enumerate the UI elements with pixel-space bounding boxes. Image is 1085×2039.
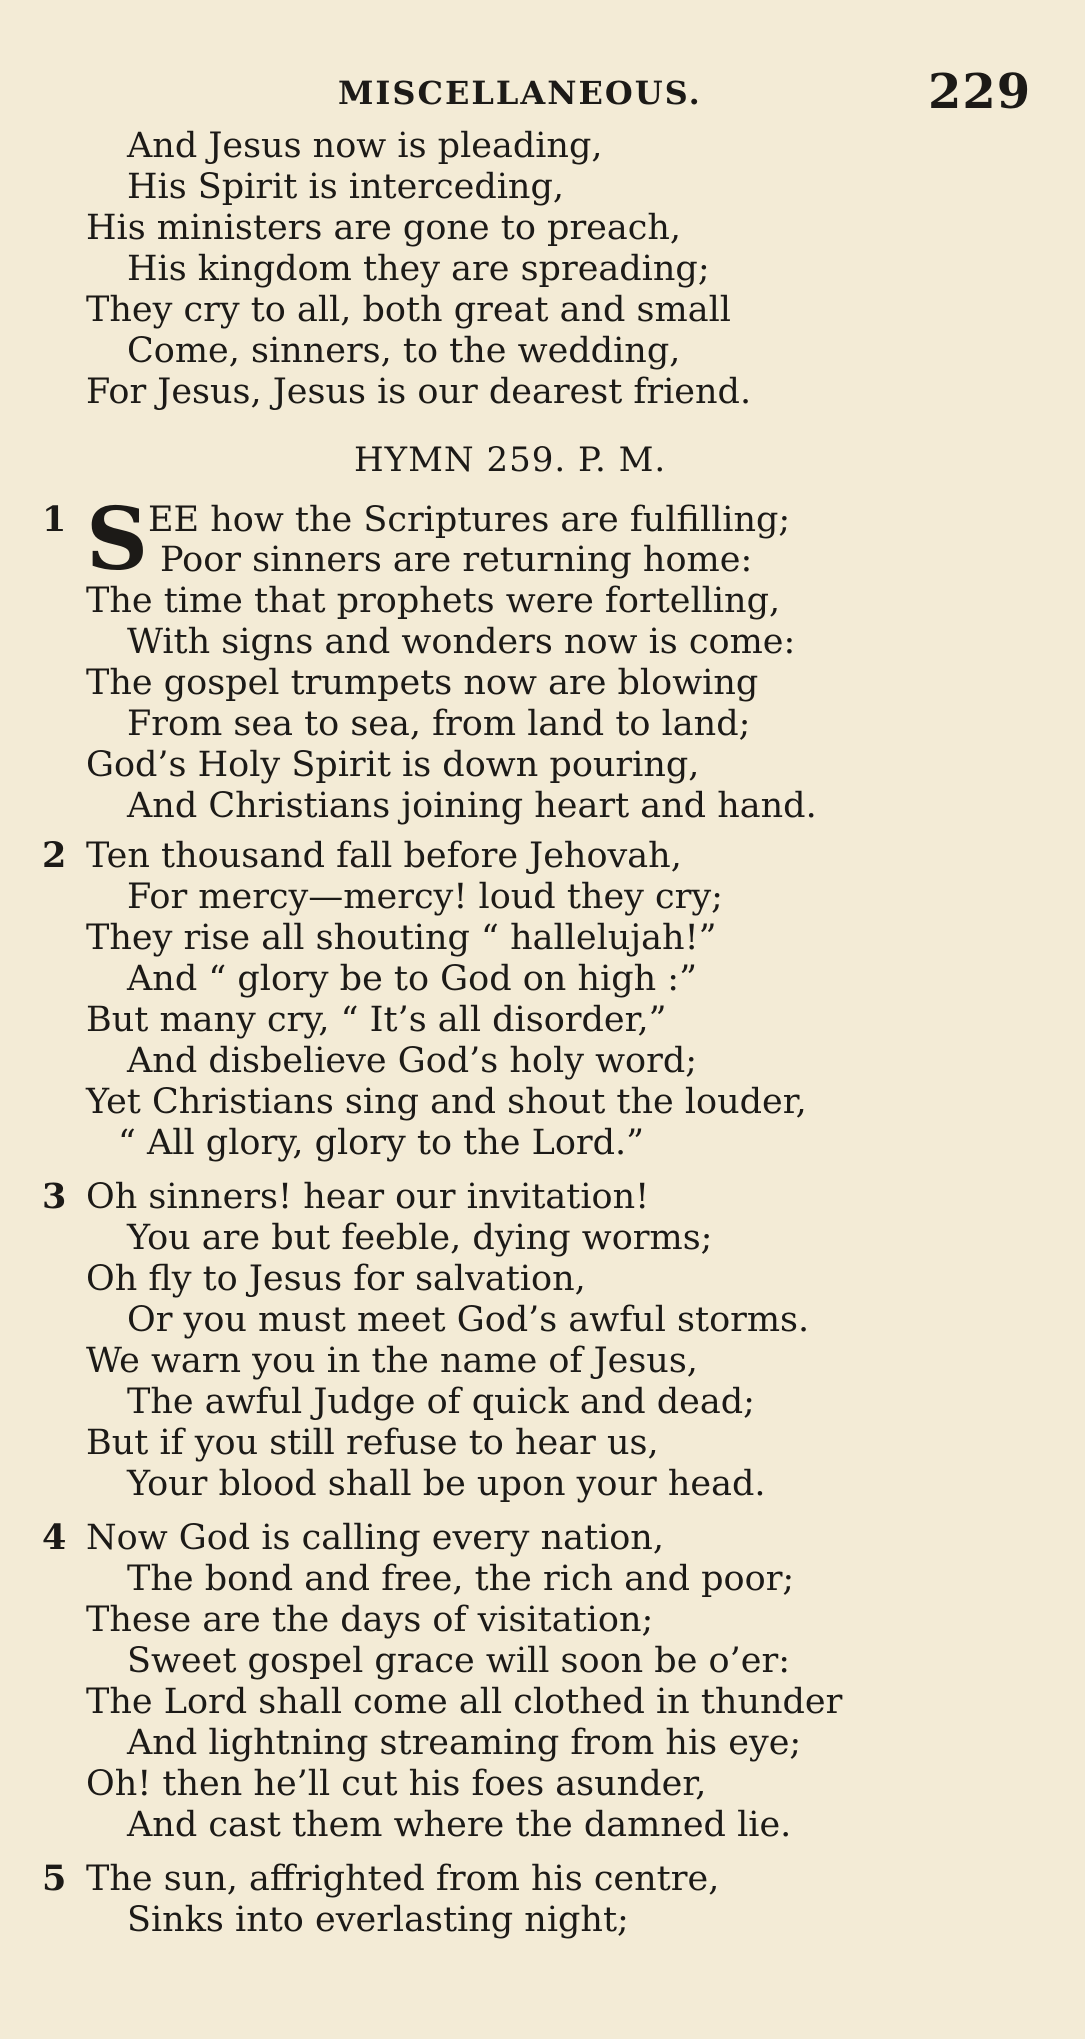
verse-line: And “ glory be to God on high :” [127,959,697,999]
verse-number: 4 [42,1517,67,1558]
verse-line: The bond and free, the rich and poor; [127,1559,795,1599]
page-header [0,64,1085,124]
verse-number: 3 [42,1176,67,1217]
verse-line: Sweet gospel grace will soon be o’er: [127,1641,790,1681]
verse-line: The Lord shall come all clothed in thunder [86,1682,843,1722]
verse-line: And disbelieve God’s holy word; [127,1041,698,1081]
verse-line: The time that prophets were fortelling, [86,581,781,621]
hymn-title: HYMN 259. P. M. [354,440,667,480]
verse-line: And Christians joining heart and hand. [127,786,817,826]
verse-line: The sun, affrighted from his centre, [86,1859,720,1899]
verse-line: With signs and wonders now is come: [127,622,796,662]
verse-line: Oh! then he’ll cut his foes asunder, [86,1764,707,1804]
verse-line: You are but feeble, dying worms; [127,1218,713,1258]
verse-number: 1 [42,499,67,540]
verse-line: The awful Judge of quick and dead; [127,1382,755,1422]
verse-line: God’s Holy Spirit is down pouring, [86,745,700,785]
page-number: 229 [928,64,1032,120]
verse-line: Sinks into everlasting night; [127,1900,629,1940]
verse-line: Ten thousand fall before Jehovah, [86,836,682,876]
verse-line: And Jesus now is pleading, [127,126,603,166]
verse-line: But many cry, “ It’s all disorder,” [86,1000,667,1040]
verse-line: Oh sinners! hear our invitation! [86,1177,650,1217]
verse-number: 2 [42,835,67,876]
verse-line: From sea to sea, from land to land; [127,704,751,744]
verse-line: His Spirit is interceding, [127,167,565,207]
verse-line: His ministers are gone to preach, [86,208,682,248]
verse-line: The gospel trumpets now are blowing [86,663,759,703]
verse-line: They rise all shouting “ hallelujah!” [86,918,717,958]
verse-line: Yet Christians sing and shout the louder, [86,1082,807,1122]
verse-line: We warn you in the name of Jesus, [86,1341,698,1381]
verse-line: And lightning streaming from his eye; [127,1723,802,1763]
drop-cap: S [86,489,149,590]
verse-line: For mercy—mercy! loud they cry; [127,877,723,917]
verse-line: “ All glory, glory to the Lord.” [118,1123,645,1163]
verse-line: Oh fly to Jesus for salvation, [86,1259,586,1299]
verse-line: They cry to all, both great and small [86,290,731,330]
verse-line: For Jesus, Jesus is our dearest friend. [86,372,752,412]
running-head: MISCELLANEOUS. [338,74,702,112]
verse-line: Your blood shall be upon your head. [127,1464,766,1504]
verse-line: His kingdom they are spreading; [127,249,710,289]
verse-line: Or you must meet God’s awful storms. [127,1300,810,1340]
verse-line: EE how the Scriptures are fulfilling; [148,500,791,540]
verse-line: Poor sinners are returning home: [160,540,753,580]
verse-number: 5 [42,1858,67,1899]
verse-line: Come, sinners, to the wedding, [127,331,681,371]
verse-line: These are the days of visitation; [86,1600,654,1640]
verse-line: But if you still refuse to hear us, [86,1423,659,1463]
verse-line: And cast them where the damned lie. [127,1805,792,1845]
verse-line: Now God is calling every nation, [86,1518,664,1558]
